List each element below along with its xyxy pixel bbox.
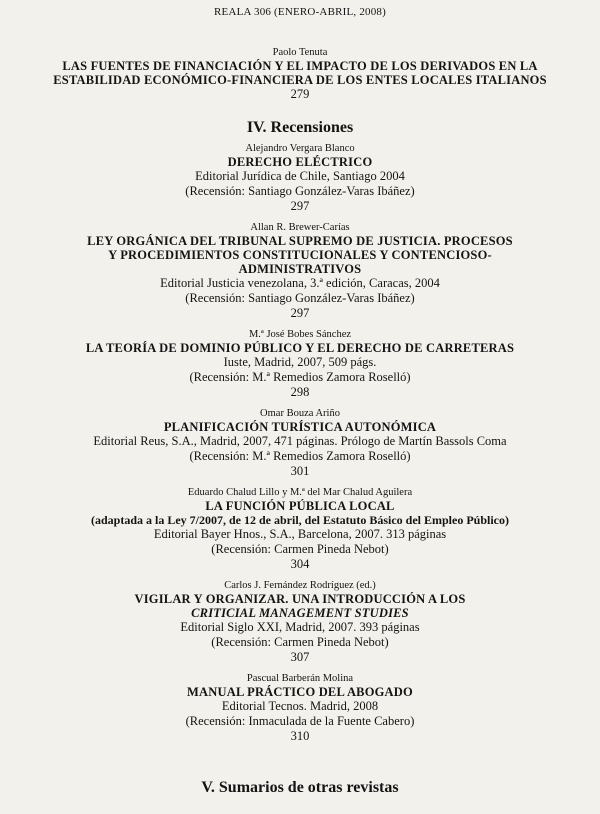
entry-page-number: 307 [290,650,310,664]
entry-reviewer: (Recensión: Santiago González-Varas Ibáñez) [185,291,415,305]
entry-page-number: 304 [290,557,310,571]
entry-publisher: Editorial Justicia venezolana, 3.ª edición, Caracas, 2004 [160,276,440,290]
entry-author: Alejandro Vergara Blanco [245,143,355,154]
entry-page-number: 297 [290,306,310,320]
title-line: ESTABILIDAD ECONÓMICO-FINANCIERA DE LOS ENTES LOCALES ITALIANOS [53,73,547,87]
title-line: LAS FUENTES DE FINANCIACIÓN Y EL IMPACTO DE LOS DERIVADOS EN LA [62,59,538,73]
entry-title: DERECHO ELÉCTRICO [227,155,373,169]
entry-publisher: Editorial Siglo XXI, Madrid, 2007. 393 páginas [180,620,420,634]
entry-publisher: Editorial Bayer Hnos., S.A., Barcelona, 2007. 313 páginas [153,527,447,541]
toc-entry [0,142,600,214]
section-heading-sumarios: V. Sumarios de otras revistas [201,779,399,796]
entry-publisher: Editorial Reus, S.A., Madrid, 2007, 471 páginas. Prólogo de Martín Bassols Coma [93,434,507,448]
toc-entry [0,579,600,665]
recensiones-list [0,142,600,751]
entry-reviewer: (Recensión: Carmen Pineda Nebot) [211,542,389,556]
entry-author: Eduardo Chalud Lillo y M.ª del Mar Chalud Aguilera [187,487,413,498]
toc-entry [0,672,600,744]
entry-page-number: 279 [290,87,310,101]
entry-title [0,234,600,276]
entry-page-number: 297 [290,199,310,213]
entry-page-number: 310 [290,729,310,743]
toc-entry [0,221,600,321]
toc-entry-tenuta [0,46,600,102]
entry-author: M.ª José Bobes Sánchez [248,329,352,340]
entry-reviewer: (Recensión: M.ª Remedios Zamora Roselló) [189,370,411,384]
toc-entry [0,407,600,479]
entry-reviewer: (Recensión: M.ª Remedios Zamora Roselló) [189,449,411,463]
entry-title: PLANIFICACIÓN TURÍSTICA AUTONÓMICA [163,420,437,434]
toc-entry [0,328,600,400]
entry-subtitle: (adaptada a la Ley 7/2007, de 12 de abril, del Estatuto Básico del Empleo Público) [90,513,510,527]
entry-reviewer: (Recensión: Santiago González-Varas Ibáñez) [185,184,415,198]
entry-author: Omar Bouza Ariño [260,408,340,419]
entry-page-number: 298 [290,385,310,399]
entry-author: Paolo Tenuta [272,47,328,58]
section-heading-recensiones: IV. Recensiones [246,119,354,136]
entry-title: LA TEORÍA DE DOMINIO PÚBLICO Y EL DERECHO DE CARRETERAS [85,341,515,355]
running-header: REALA 306 (ENERO-ABRIL, 2008) [213,6,386,18]
title-line: Y PROCEDIMIENTOS CONSTITUCIONALES Y CONTENCIOSO- [108,248,492,262]
entry-publisher: Editorial Jurídica de Chile, Santiago 2004 [195,169,405,183]
entry-title [0,59,600,87]
entry-author: Allan R. Brewer-Carías [250,222,350,233]
entry-title: LA FUNCIÓN PÚBLICA LOCAL [205,499,395,513]
entry-author: Pascual Barberán Molina [246,673,354,684]
entry-title [0,592,600,620]
toc-entry [0,486,600,572]
entry-title: MANUAL PRÁCTICO DEL ABOGADO [187,685,413,699]
entry-author: Carlos J. Fernández Rodríguez (ed.) [224,580,376,591]
entry-publisher: Iuste, Madrid, 2007, 509 págs. [223,355,377,369]
title-line: VIGILAR Y ORGANIZAR. UNA INTRODUCCIÓN A LOS [134,592,466,606]
title-line: LEY ORGÁNICA DEL TRIBUNAL SUPREMO DE JUSTICIA. PROCESOS [87,234,513,248]
title-line-italic: CRITICIAL MANAGEMENT STUDIES [191,606,409,620]
entry-publisher: Editorial Tecnos. Madrid, 2008 [221,699,379,713]
title-line: ADMINISTRATIVOS [238,262,362,276]
entry-reviewer: (Recensión: Carmen Pineda Nebot) [211,635,389,649]
entry-page-number: 301 [290,464,310,478]
entry-reviewer: (Recensión: Inmaculada de la Fuente Cabero) [185,714,415,728]
